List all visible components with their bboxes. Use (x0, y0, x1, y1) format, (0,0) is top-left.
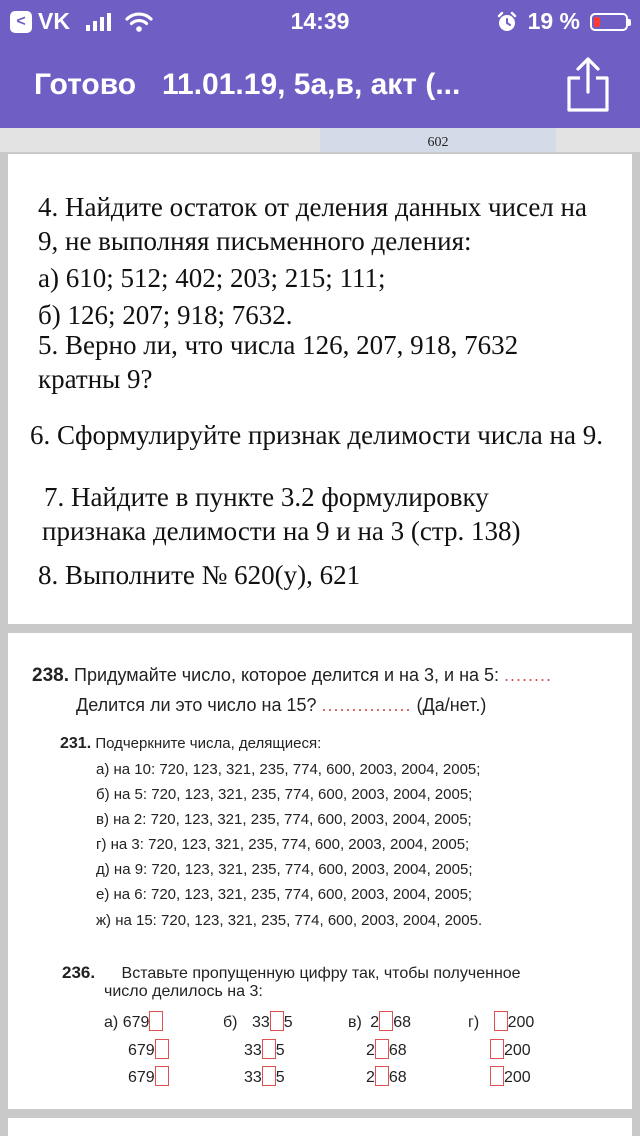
exercise-238-number: 238. (32, 665, 69, 686)
page-strip (0, 128, 640, 152)
number-d-2: 200 (504, 1042, 531, 1059)
task-7-line-2: признака делимости на 9 и на 3 (стр. 138) (42, 516, 521, 546)
exercise-236-instruction-2: число делилось на 3: (104, 983, 263, 1000)
navigation-bar (0, 50, 640, 120)
exercise-236-d-1 (468, 1011, 534, 1032)
document-page-1 (8, 154, 632, 624)
exercise-238-question-2: Делится ли это число на 15? (76, 695, 317, 715)
exercise-236-c-1 (348, 1011, 411, 1032)
status-bar (0, 0, 640, 42)
number-a-2: 679 (128, 1042, 155, 1059)
number-b-1-right: 5 (283, 1014, 293, 1031)
number-c-1-right: 68 (393, 1014, 411, 1031)
exercise-236-c-3 (366, 1066, 407, 1087)
task-4-line-a: а) 610; 512; 402; 203; 215; 111; (38, 263, 386, 293)
exercise-236-b-2 (244, 1039, 285, 1060)
battery-icon (590, 13, 628, 31)
number-c-1-left: 2 (370, 1014, 380, 1031)
document-page-2 (8, 633, 632, 1109)
digit-box[interactable] (375, 1066, 389, 1086)
exercise-236-a-3 (128, 1066, 169, 1087)
document-title: 11.01.19, 5а,в, акт (... (162, 68, 461, 101)
done-button[interactable]: Готово (34, 68, 137, 101)
number-c-2-left: 2 (366, 1042, 375, 1059)
status-right (496, 8, 628, 35)
exercise-236-d-3 (490, 1066, 531, 1087)
digit-box[interactable] (375, 1039, 389, 1059)
back-to-app-icon[interactable]: < (10, 11, 32, 33)
exercise-238-question: Придумайте число, которое делится и на 3, и на 5: (74, 665, 500, 685)
exercise-238-line-1 (32, 665, 552, 687)
exercise-231-row-a: а) на 10: 720, 123, 321, 235, 774, 600, 2003, 2004, 2005; (96, 761, 481, 778)
digit-box[interactable] (262, 1039, 276, 1059)
number-c-3-left: 2 (366, 1069, 375, 1086)
label-d: г) (468, 1014, 480, 1031)
exercise-236-d-2 (490, 1039, 531, 1060)
task-5-line-2: кратны 9? (38, 364, 153, 394)
exercise-231-row-e: д) на 9: 720, 123, 321, 235, 774, 600, 2003, 2004, 2005; (96, 861, 473, 878)
digit-box[interactable] (270, 1011, 284, 1031)
number-b-1-left: 33 (251, 1014, 270, 1031)
exercise-236-heading (62, 963, 521, 983)
exercise-231-row-g: ж) на 15: 720, 123, 321, 235, 774, 600, 2003, 2004, 2005. (96, 912, 483, 929)
number-a-1: 679 (122, 1014, 150, 1031)
share-icon[interactable] (560, 54, 616, 114)
number-a-3: 679 (128, 1069, 155, 1086)
exercise-236-c-2 (366, 1039, 407, 1060)
digit-box[interactable] (155, 1066, 169, 1086)
next-page-edge (8, 1118, 632, 1136)
label-c: в) (348, 1014, 362, 1031)
digit-box[interactable] (490, 1066, 504, 1086)
label-b: б) (223, 1014, 238, 1031)
number-b-2-left: 33 (244, 1042, 262, 1059)
exercise-236 (48, 949, 608, 1099)
battery-level-fill (594, 17, 600, 27)
exercise-236-b-1 (223, 1011, 293, 1032)
exercise-238-answer-blank-2: ............... (321, 695, 412, 715)
carrier-name: VK (38, 8, 70, 34)
exercise-231-heading (60, 735, 321, 753)
task-6: 6. Сформулируйте признак делимости числа на 9. (30, 420, 603, 450)
exercise-236-a-2 (128, 1039, 169, 1060)
exercise-236-b-3 (244, 1066, 285, 1087)
digit-box[interactable] (149, 1011, 163, 1031)
number-c-2-right: 68 (388, 1042, 407, 1059)
exercise-238-answer-blank: ........ (504, 665, 553, 685)
number-b-3-left: 33 (244, 1069, 262, 1086)
number-c-3-right: 68 (388, 1069, 407, 1086)
app-header (0, 0, 640, 128)
status-time: 14:39 (290, 8, 350, 34)
exercise-238-line-2 (76, 695, 486, 716)
task-7-line-1: 7. Найдите в пункте 3.2 формулировку (44, 482, 489, 512)
exercise-231-number: 231. (60, 735, 92, 752)
digit-box[interactable] (494, 1011, 508, 1031)
exercise-231-row-c: в) на 2: 720, 123, 321, 235, 774, 600, 2003, 2004, 2005; (96, 811, 472, 828)
label-a: а) (104, 1014, 119, 1031)
digit-box[interactable] (379, 1011, 393, 1031)
task-4-line-1: 4. Найдите остаток от деления данных чисел на (38, 192, 587, 222)
exercise-231-row-d: г) на 3: 720, 123, 321, 235, 774, 600, 2003, 2004, 2005; (96, 836, 470, 853)
number-d-3: 200 (504, 1069, 531, 1086)
page-number: 602 (320, 128, 556, 152)
battery-percent: 19 % (527, 8, 580, 34)
task-8: 8. Выполните № 620(у), 621 (38, 560, 361, 590)
exercise-236-instruction-1: Вставьте пропущенную цифру так, чтобы полученное (121, 965, 521, 982)
exercise-231 (48, 723, 588, 939)
number-b-3-right: 5 (275, 1069, 285, 1086)
digit-box[interactable] (155, 1039, 169, 1059)
exercise-231-row-b: б) на 5: 720, 123, 321, 235, 774, 600, 2003, 2004, 2005; (96, 786, 473, 803)
digit-box[interactable] (262, 1066, 276, 1086)
exercise-231-instruction: Подчеркните числа, делящиеся: (95, 735, 322, 752)
task-4-line-2: 9, не выполняя письменного деления: (38, 226, 472, 256)
digit-box[interactable] (490, 1039, 504, 1059)
number-b-2-right: 5 (275, 1042, 285, 1059)
task-5-line-1: 5. Верно ли, что числа 126, 207, 918, 7632 (38, 330, 519, 360)
exercise-231-row-f: е) на 6: 720, 123, 321, 235, 774, 600, 2003, 2004, 2005; (96, 886, 473, 903)
alarm-icon (496, 11, 518, 33)
number-d-1: 200 (507, 1014, 535, 1031)
exercise-236-a-1 (104, 1011, 163, 1032)
exercise-236-number: 236. (62, 963, 96, 982)
exercise-238-options: (Да/нет.) (416, 695, 487, 715)
task-4-line-b: б) 126; 207; 918; 7632. (38, 300, 293, 330)
